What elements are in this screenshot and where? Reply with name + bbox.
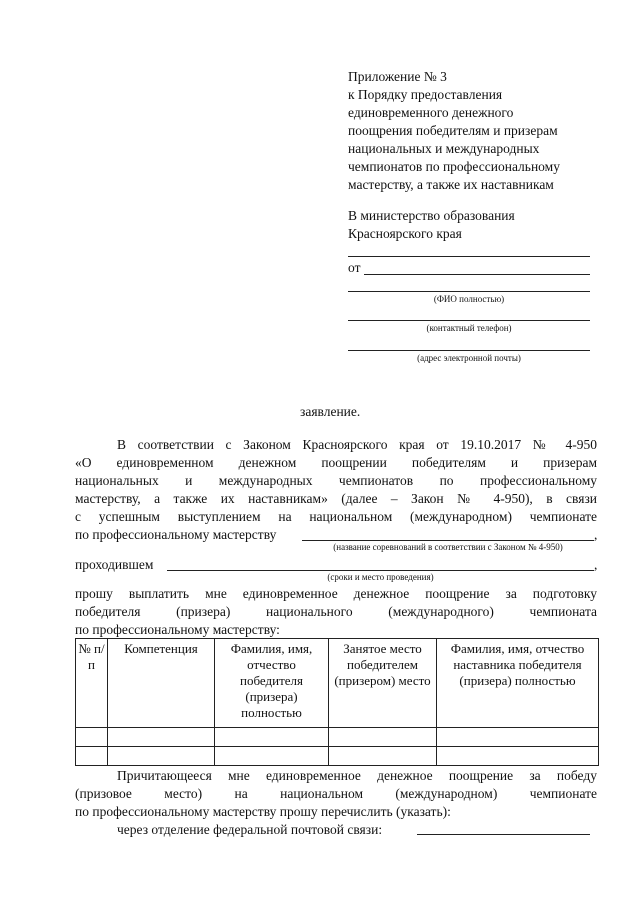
dates-field-line[interactable]: [167, 570, 594, 571]
paragraph-line: (призовое место) на национальном (международном) чемпионате: [75, 786, 597, 801]
document-title: заявление.: [300, 404, 361, 419]
email-caption: (адрес электронной почты): [417, 353, 521, 363]
addressee-line: Красноярского края: [348, 226, 462, 241]
phone-field-line[interactable]: [348, 320, 590, 321]
table-cell[interactable]: [76, 747, 108, 766]
table-cell[interactable]: [437, 728, 599, 747]
winners-table: [75, 638, 599, 766]
from-label: от: [348, 260, 361, 275]
paragraph-line: по профессиональному мастерству прошу перечислить (указать):: [75, 804, 451, 819]
paragraph-line: прошу выплатить мне единовременное денежное поощрение за подготовку: [75, 586, 597, 601]
addressee-line: В министерство образования: [348, 208, 515, 223]
paragraph-line: национальных и международных чемпионатов по профессиональному: [75, 473, 597, 488]
table-row: [76, 747, 599, 766]
table-header-row: [76, 639, 599, 728]
dates-caption: (сроки и место проведения): [327, 572, 434, 582]
postal-field-line[interactable]: [417, 834, 590, 835]
appendix-line: к Порядку предоставления: [348, 87, 503, 102]
table-cell[interactable]: [108, 728, 215, 747]
payment-paragraph: [75, 767, 597, 821]
competition-field-line[interactable]: [302, 540, 594, 541]
comma: ,: [594, 527, 598, 542]
appendix-line: Приложение № 3: [348, 69, 447, 84]
postal-label: через отделение федеральной почтовой связи:: [117, 822, 383, 837]
paragraph-line: с успешным выступлением на национальном (международном) чемпионате: [75, 509, 597, 524]
appendix-line: мастерству, а также их наставникам: [348, 177, 554, 192]
email-field-line[interactable]: [348, 350, 590, 351]
table-cell[interactable]: [215, 728, 329, 747]
appendix-line: поощрения победителям и призерам: [348, 123, 558, 138]
header-mentor-name: Фамилия, имя, отчество наставника победителя (призера) полностью: [437, 639, 599, 728]
fio-field-line[interactable]: [348, 291, 590, 292]
appendix-line: национальных и международных: [348, 141, 540, 156]
appendix-line: единовременного денежного: [348, 105, 514, 120]
paragraph-line: по профессиональному мастерству:: [75, 622, 280, 637]
competition-caption: (название соревнований в соответствии с Законом № 4-950): [333, 542, 563, 552]
header-place: Занятое место победителем (призером) место: [329, 639, 437, 728]
comma: ,: [594, 557, 598, 572]
header-competence: Компетенция: [108, 639, 215, 728]
table-cell[interactable]: [329, 728, 437, 747]
header-winner-name: Фамилия, имя, отчество победителя (призера) полностью: [215, 639, 329, 728]
paragraph-line: победителя (призера) национального (международного) чемпионата: [75, 604, 597, 619]
paragraph-line: мастерству, а также их наставникам» (далее – Закон № 4-950), в связи: [75, 491, 597, 506]
appendix-block: [348, 68, 560, 194]
held-label: проходившем: [75, 557, 154, 572]
intro-paragraph: [75, 436, 597, 526]
table-row: [76, 728, 599, 747]
table-cell[interactable]: [437, 747, 599, 766]
appendix-line: чемпионатов по профессиональному: [348, 159, 560, 174]
table-cell[interactable]: [108, 747, 215, 766]
paragraph-line: по профессиональному мастерству: [75, 527, 277, 542]
paragraph-line: «О единовременном денежном поощрении победителям и призерам: [75, 455, 597, 470]
sender-blank-line: [348, 256, 590, 257]
from-field-line[interactable]: [364, 274, 590, 275]
request-paragraph: [75, 585, 597, 639]
addressee-block: [348, 207, 515, 243]
header-number: № п/п: [76, 639, 108, 728]
table-cell[interactable]: [215, 747, 329, 766]
table-cell[interactable]: [76, 728, 108, 747]
fio-caption: (ФИО полностью): [433, 294, 505, 304]
paragraph-line: В соответствии с Законом Красноярского края от 19.10.2017 № 4-950: [117, 437, 597, 452]
table-cell[interactable]: [329, 747, 437, 766]
paragraph-line: Причитающееся мне единовременное денежное поощрение за победу: [117, 768, 597, 783]
phone-caption: (контактный телефон): [426, 323, 512, 333]
